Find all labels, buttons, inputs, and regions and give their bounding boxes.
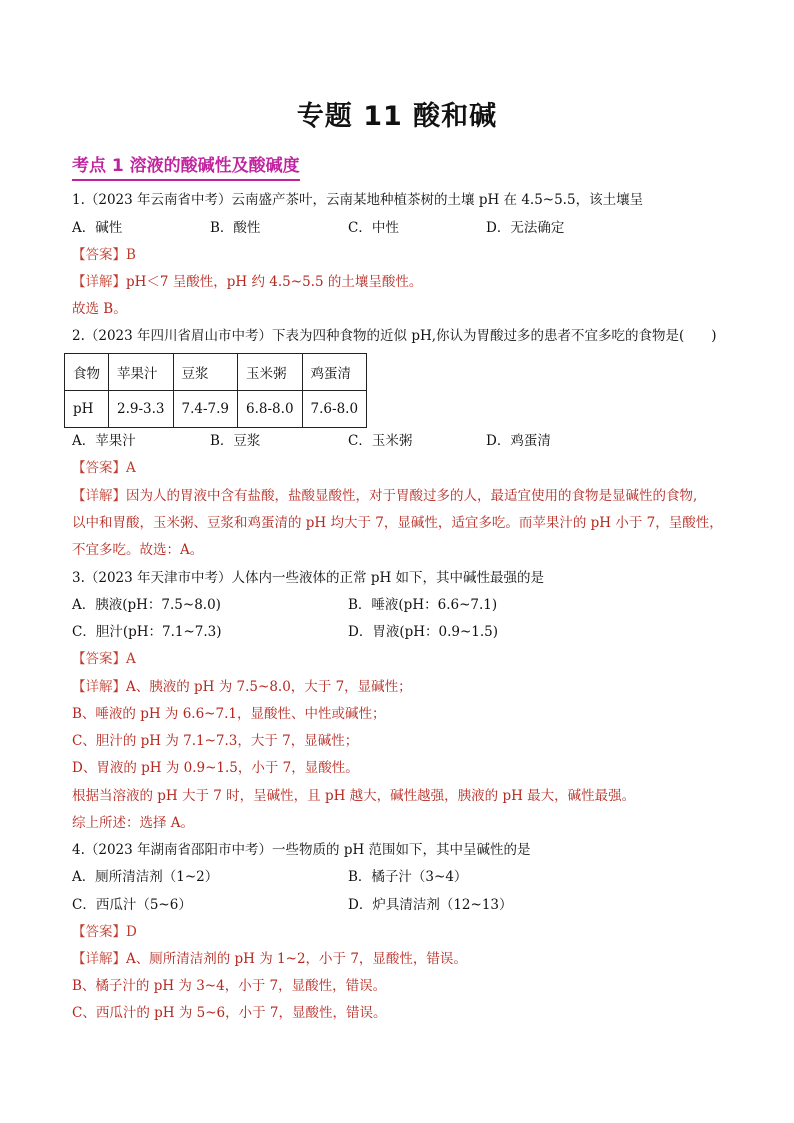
q3-detail-d: D、胃液的 pH 为 0.9~1.5，小于 7，显酸性。 (72, 760, 359, 776)
q3-conclusion: 综上所述：选择 A。 (72, 815, 195, 831)
q4-detail-a: 【详解】A、厕所清洁剂的 pH 为 1~2，小于 7，显酸性，错误。 (72, 951, 467, 967)
table-cell: 豆浆 (173, 354, 238, 391)
q4-detail-c: C、西瓜汁的 pH 为 5~6，小于 7，显酸性，错误。 (72, 1005, 387, 1021)
q1-option-c: C．中性 (348, 220, 399, 236)
q3-option-b: B．唾液(pH：6.6~7.1) (348, 597, 498, 613)
table-cell: 6.8-8.0 (238, 391, 303, 428)
q4-option-b: B．橘子汁（3~4） (348, 869, 468, 885)
table-cell: 食物 (65, 354, 109, 391)
page-title: 专题 11 酸和碱 (296, 101, 498, 132)
table-row (65, 391, 367, 428)
q2-answer: 【答案】A (72, 460, 136, 476)
section-heading: 考点 1 溶液的酸碱性及酸碱度 (72, 151, 300, 181)
q2-detail-line-2: 以中和胃酸，玉米粥、豆浆和鸡蛋清的 pH 均大于 7，显碱性，适宜多吃。而苹果汁的 pH 小于 7，呈酸性， (72, 515, 723, 531)
q2-stem: 2.（2023 年四川省眉山市中考）下表为四种食物的近似 pH,你认为胃酸过多的患者不宜多吃的食物是( ) (72, 328, 717, 344)
q3-option-a: A．胰液(pH：7.5~8.0) (72, 597, 221, 613)
q2-option-c: C．玉米粥 (348, 433, 413, 449)
table-cell: pH (65, 391, 109, 428)
q2-option-b: B．豆浆 (210, 433, 261, 449)
table-cell: 玉米粥 (238, 354, 303, 391)
q3-detail-e: 根据当溶液的 pH 大于 7 时，呈碱性，且 pH 越大，碱性越强，胰液的 pH 最大，碱性最强。 (72, 788, 636, 804)
table-row (65, 354, 367, 391)
q4-option-a: A．厕所清洁剂（1~2） (72, 869, 219, 885)
q1-answer: 【答案】B (72, 247, 136, 263)
q3-option-c: C．胆汁(pH：7.1~7.3) (72, 624, 222, 640)
table-cell: 2.9-3.3 (109, 391, 174, 428)
q4-answer: 【答案】D (72, 924, 137, 940)
q2-detail-line-3: 不宜多吃。故选：A。 (72, 542, 204, 558)
table-cell: 7.4-7.9 (173, 391, 238, 428)
table-cell: 苹果汁 (109, 354, 174, 391)
table-cell: 鸡蛋清 (302, 354, 367, 391)
q1-option-b: B．酸性 (210, 220, 261, 236)
q2-detail-line-1: 【详解】因为人的胃液中含有盐酸，盐酸显酸性，对于胃酸过多的人，最适宜使用的食物是显碱性的食物, (72, 488, 698, 504)
q3-option-d: D．胃液(pH：0.9~1.5) (348, 624, 499, 640)
q4-option-d: D．炉具清洁剂（12~13） (348, 897, 513, 913)
q4-detail-b: B、橘子汁的 pH 为 3~4，小于 7，显酸性，错误。 (72, 978, 387, 994)
q4-stem: 4.（2023 年湖南省邵阳市中考）一些物质的 pH 范围如下，其中呈碱性的是 (72, 842, 531, 858)
food-ph-table (64, 353, 367, 428)
q3-detail-a: 【详解】A、胰液的 pH 为 7.5~8.0，大于 7，显碱性； (72, 679, 412, 695)
q4-option-c: C．西瓜汁（5~6） (72, 897, 192, 913)
q2-option-d: D．鸡蛋清 (486, 433, 551, 449)
q1-stem: 1.（2023 年云南省中考）云南盛产茶叶，云南某地种植茶树的土壤 pH 在 4.5~5.5，该土壤呈 (72, 192, 644, 208)
q1-option-d: D．无法确定 (486, 220, 565, 236)
q1-detail: 【详解】pH＜7 呈酸性，pH 约 4.5~5.5 的土壤呈酸性。 (72, 274, 423, 290)
q1-option-a: A．碱性 (72, 220, 123, 236)
table-cell: 7.6-8.0 (302, 391, 367, 428)
q3-detail-b: B、唾液的 pH 为 6.6~7.1，显酸性、中性或碱性； (72, 706, 386, 722)
q3-detail-c: C、胆汁的 pH 为 7.1~7.3，大于 7，显碱性； (72, 733, 359, 749)
q2-option-a: A．苹果汁 (72, 433, 136, 449)
q3-stem: 3.（2023 年天津市中考）人体内一些液体的正常 pH 如下，其中碱性最强的是 (72, 570, 545, 586)
q1-conclusion: 故选 B。 (72, 301, 127, 317)
q3-answer: 【答案】A (72, 651, 136, 667)
